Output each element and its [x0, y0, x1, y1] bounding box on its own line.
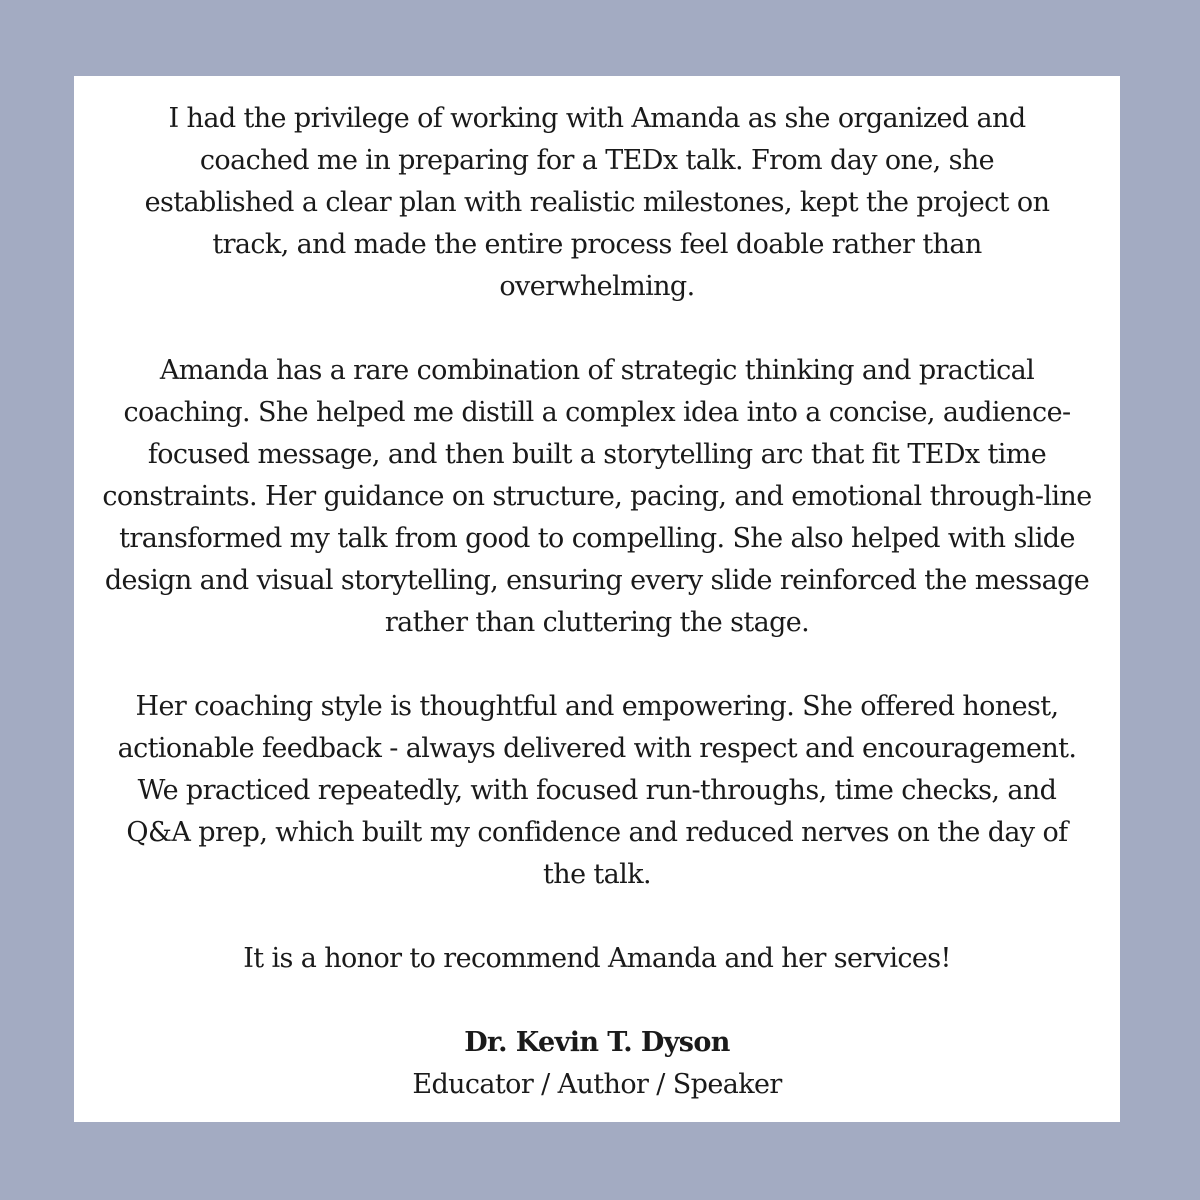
closing-statement: It is a honor to recommend Amanda and her services! [243, 943, 951, 974]
signature-block [102, 1022, 1092, 1106]
testimonial-card [74, 76, 1120, 1122]
testimonial-paragraph-1: I had the privilege of working with Amanda as she organized and coached me in preparing for a TEDx talk. From day one, she established a clear plan with realistic milestones, kept the project on track, and made the entire process feel doable rather than overwhelming. [144, 103, 1050, 302]
testimonial-paragraph-2: Amanda has a rare combination of strategic thinking and practical coaching. She helped me distill a complex idea into a concise, audience-focused message, and then built a storytelling arc that fit TEDx time constraints. Her guidance on structure, pacing, and emotional through-line transformed my talk from good to compelling. She also helped with slide design and visual storytelling, ensuring every slide reinforced the message rather than cluttering the stage. [102, 355, 1092, 638]
author-title: Educator / Author / Speaker [412, 1069, 782, 1100]
testimonial-paragraph-3: Her coaching style is thoughtful and empowering. She offered honest, actionable feedback - always delivered with respect and encouragement. We practiced repeatedly, with focused run-throughs, time checks, and Q&A prep, which built my confidence and reduced nerves on the day of the talk. [117, 691, 1077, 890]
author-name: Dr. Kevin T. Dyson [464, 1027, 730, 1058]
